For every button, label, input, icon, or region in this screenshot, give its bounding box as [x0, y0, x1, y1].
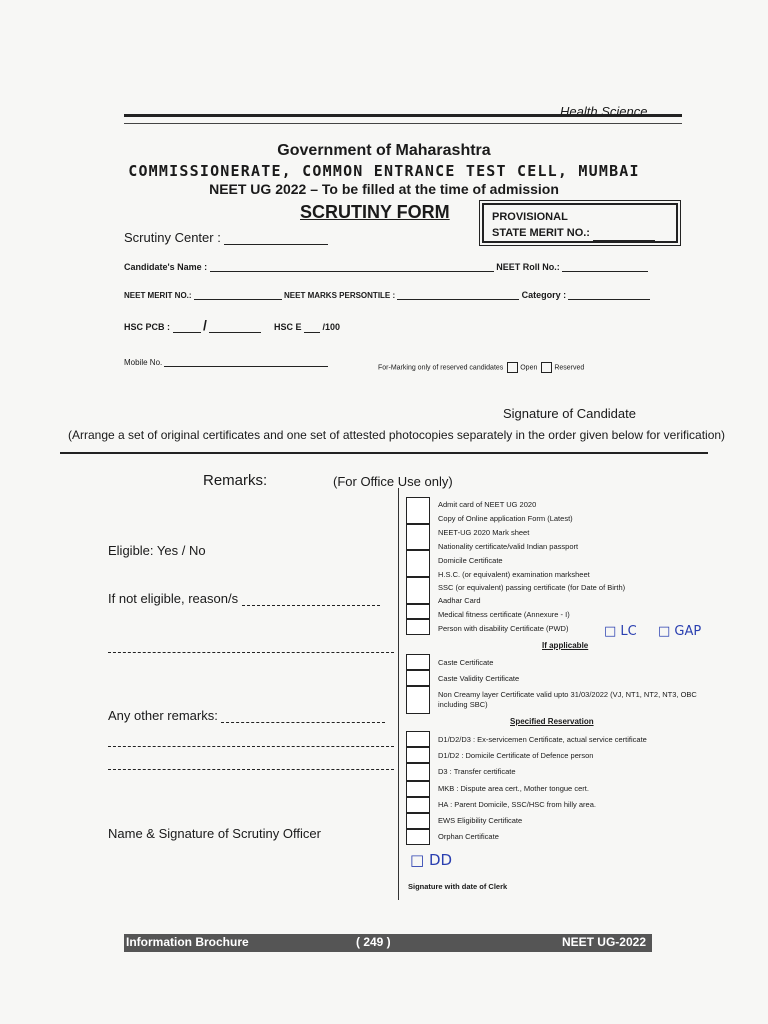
handwritten-gap: □ GAP [658, 624, 702, 639]
hsc-pcb-field[interactable] [173, 332, 201, 333]
provisional-label: PROVISIONAL [492, 211, 568, 223]
state-merit-label: STATE MERIT NO.: [492, 227, 590, 239]
mobile-label: Mobile No. [124, 358, 163, 367]
cert-item: Admit card of NEET UG 2020 [438, 500, 537, 509]
candidate-signature-label: Signature of Candidate [503, 406, 636, 421]
neet-subtitle: NEET UG 2022 – To be filled at the time of admission [209, 181, 559, 197]
not-eligible-label: If not eligible, reason/s [108, 591, 239, 606]
neet-marks-label: NEET MARKS PERSONTILE : [284, 291, 396, 300]
if-applicable-heading: If applicable [542, 641, 589, 650]
checkbox-caste[interactable] [406, 654, 430, 670]
checkbox-medical[interactable] [406, 604, 430, 619]
hsc-pcb-label: HSC PCB : [124, 322, 171, 332]
hsc-e-field[interactable] [304, 332, 320, 333]
category-field[interactable] [568, 299, 650, 300]
cert-item: Non Creamy layer Certificate valid upto 31/03/2022 (VJ, NT1, NT2, NT3, OBC including SBC) [438, 690, 697, 709]
cert-item: SSC (or equivalent) passing certificate (for Date of Birth) [438, 583, 626, 592]
scrutiny-officer-label: Name & Signature of Scrutiny Officer [108, 826, 321, 841]
checkbox-pwd[interactable] [406, 619, 430, 635]
reserved-label: Reserved [554, 364, 585, 372]
header-rule [124, 114, 682, 124]
remarks-line-3[interactable] [108, 769, 394, 770]
clerk-signature-label: Signature with date of Clerk [408, 882, 508, 891]
cert-item: Caste Certificate [438, 658, 494, 667]
reserved-marking-row [378, 362, 584, 373]
hsc-pcb-total-field[interactable] [209, 332, 261, 333]
remarks-heading: Remarks: [203, 472, 268, 489]
cert-item: D1/D2 : Domicile Certificate of Defence person [438, 751, 594, 760]
footer-bar [124, 934, 652, 952]
reason-line-2[interactable] [108, 652, 394, 653]
checkbox-non-creamy[interactable] [406, 686, 430, 714]
other-remarks-field[interactable] [221, 722, 385, 723]
checkbox-mkb[interactable] [406, 781, 430, 797]
remarks-line-2[interactable] [108, 746, 394, 747]
section-divider [60, 452, 708, 454]
cert-item: HA : Parent Domicile, SSC/HSC from hilly area. [438, 800, 596, 809]
section-label: Health Science [560, 104, 648, 119]
hsc-pcb-slash: / [203, 317, 207, 333]
footer-brochure: Information Brochure [126, 935, 249, 949]
neet-merit-field[interactable] [194, 299, 282, 300]
commissionerate-title: COMMISSIONERATE, COMMON ENTRANCE TEST CELL, MUMBAI [128, 162, 640, 180]
column-divider [398, 488, 399, 900]
scrutiny-center-row [124, 230, 328, 245]
checkbox-ha[interactable] [406, 797, 430, 813]
cert-item: Domicile Certificate [438, 556, 503, 565]
cert-item: D3 : Transfer certificate [438, 767, 516, 776]
reserved-marking-label: For-Marking only of reserved candidates [378, 364, 504, 372]
merit-row [124, 290, 650, 300]
checkbox-ex-servicemen[interactable] [406, 731, 430, 747]
category-label: Category : [521, 290, 567, 300]
neet-roll-field[interactable] [562, 271, 648, 272]
checkbox-marksheet-nationality[interactable] [406, 524, 430, 550]
neet-roll-label: NEET Roll No.: [496, 262, 560, 272]
footer-page-number: ( 249 ) [356, 935, 391, 949]
state-merit-field[interactable] [593, 240, 655, 241]
mobile-row [124, 358, 328, 367]
scrutiny-center-field[interactable] [224, 244, 328, 245]
candidate-name-row [124, 262, 648, 272]
specified-reservation-heading: Specified Reservation [510, 717, 594, 726]
not-eligible-row [108, 591, 380, 606]
other-remarks-label: Any other remarks: [108, 708, 218, 723]
checkbox-domicile-hsc[interactable] [406, 550, 430, 577]
government-title: Government of Maharashtra [277, 142, 491, 159]
checkbox-defence-domicile[interactable] [406, 747, 430, 763]
checkbox-transfer[interactable] [406, 763, 430, 781]
cert-item: Caste Validity Certificate [438, 674, 520, 683]
mobile-field[interactable] [164, 366, 328, 367]
checkbox-caste-validity[interactable] [406, 670, 430, 686]
checkbox-ssc-aadhar[interactable] [406, 577, 430, 604]
reason-field[interactable] [242, 605, 380, 606]
scrutiny-center-label: Scrutiny Center : [124, 230, 221, 245]
form-title: SCRUTINY FORM [300, 202, 450, 222]
neet-merit-label: NEET MERIT NO.: [124, 291, 192, 300]
candidate-name-field[interactable] [210, 271, 494, 272]
open-label: Open [520, 364, 538, 372]
cert-item: Orphan Certificate [438, 832, 499, 841]
cert-item: Person with disability Certificate (PWD) [438, 624, 569, 633]
hsc-e-suffix: /100 [322, 322, 341, 332]
hsc-row [124, 317, 340, 333]
cert-item: MKB : Dispute area cert., Mother tongue cert. [438, 784, 589, 793]
cert-item: Copy of Online application Form (Latest) [438, 514, 573, 523]
footer-neet: NEET UG-2022 [561, 935, 646, 949]
arrange-note: (Arrange a set of original certificates and one set of attested photocopies separately in the order given below for verification) [68, 428, 726, 442]
cert-item: Nationality certificate/valid Indian passport [438, 542, 579, 551]
handwritten-dd: □ DD [410, 851, 453, 869]
cert-item: Aadhar Card [438, 596, 481, 605]
hsc-e-label: HSC E [273, 322, 302, 332]
cert-item: H.S.C. (or equivalent) examination marksheet [438, 570, 590, 579]
handwritten-lc: □ LC [604, 624, 637, 639]
other-remarks-row [108, 708, 385, 723]
checkbox-admit-copy[interactable] [406, 497, 430, 524]
cert-item: EWS Eligibility Certificate [438, 816, 523, 825]
office-use-label: (For Office Use only) [333, 474, 453, 489]
cert-item: Medical fitness certificate (Annexure - I) [438, 610, 570, 619]
cert-item: NEET-UG 2020 Mark sheet [438, 528, 530, 537]
neet-marks-field[interactable] [397, 299, 519, 300]
open-checkbox[interactable] [507, 362, 518, 373]
checkbox-ews[interactable] [406, 813, 430, 829]
eligible-label: Eligible: Yes / No [108, 543, 206, 558]
checkbox-orphan[interactable] [406, 829, 430, 845]
candidate-name-label: Candidate's Name : [124, 262, 208, 272]
reserved-checkbox[interactable] [541, 362, 552, 373]
cert-item: D1/D2/D3 : Ex-servicemen Certificate, actual service certificate [438, 735, 647, 744]
provisional-merit-box [482, 203, 678, 243]
